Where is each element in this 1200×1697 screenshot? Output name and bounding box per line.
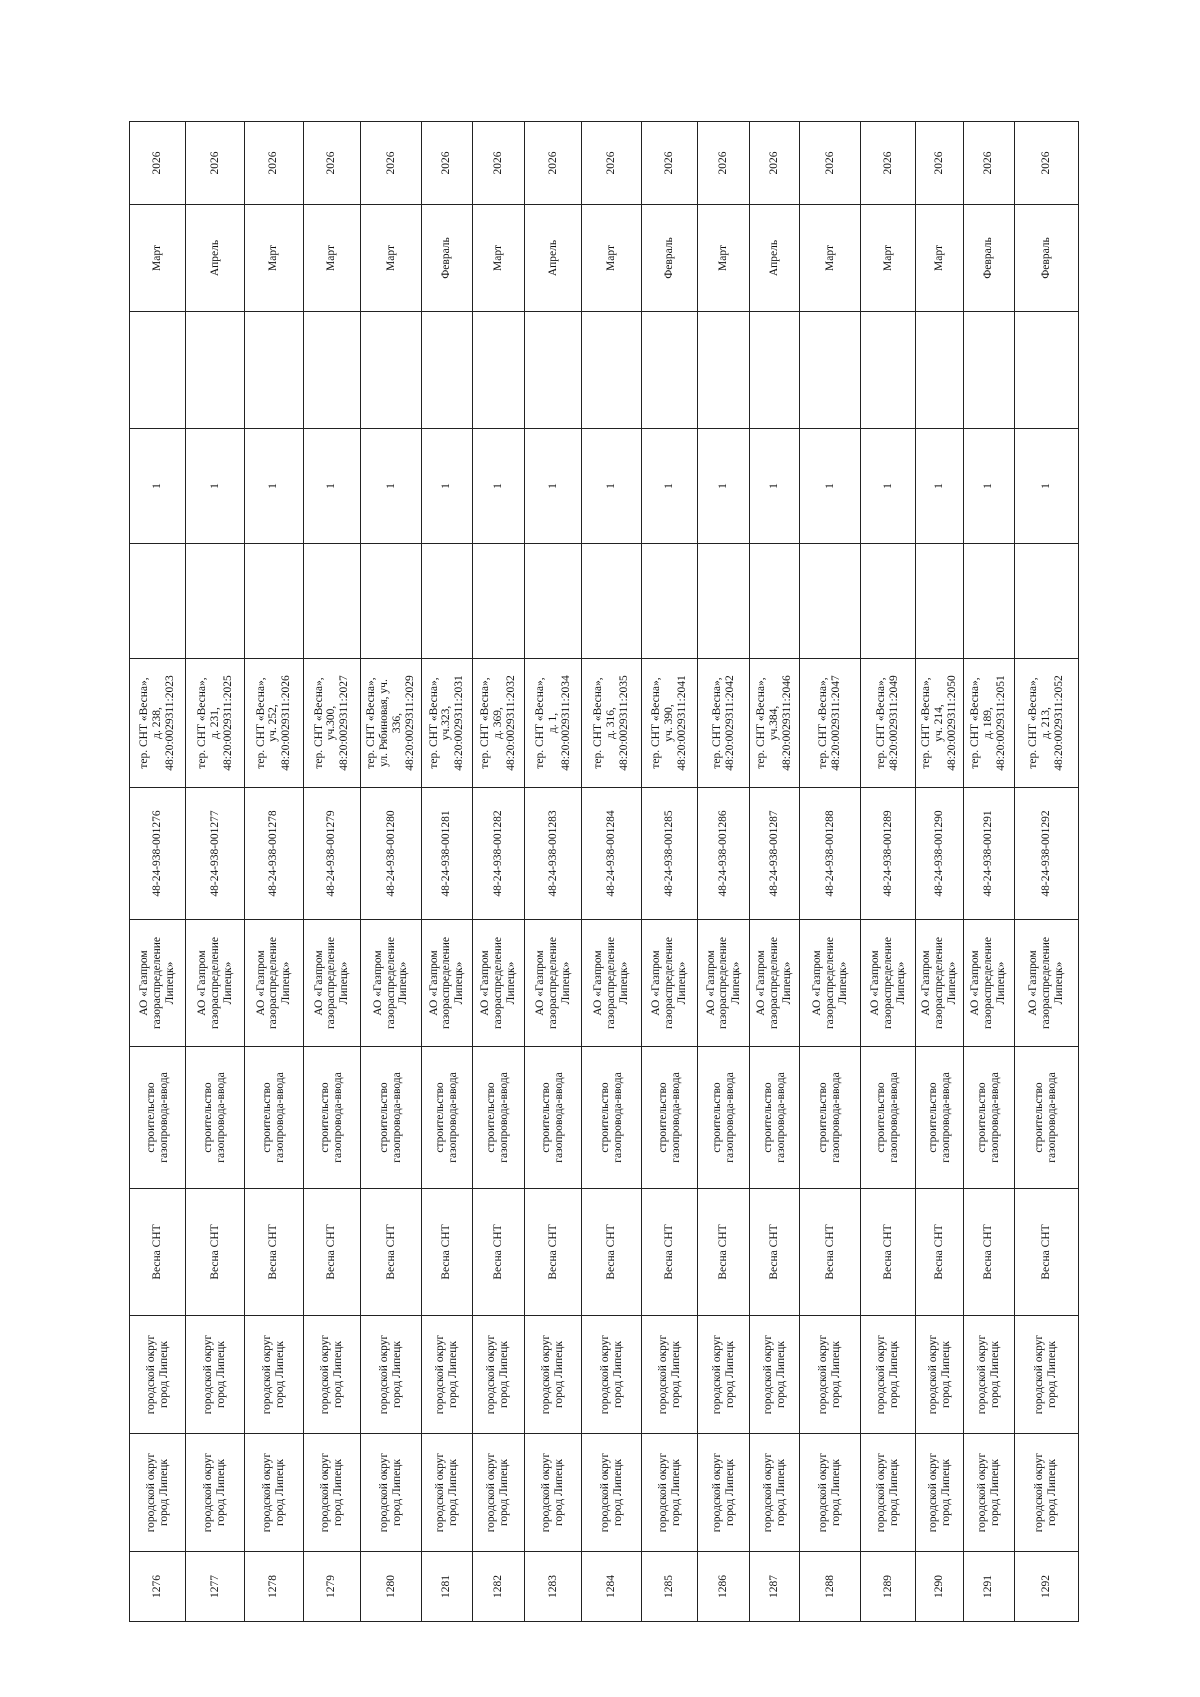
work-type-cell: строительство газопровода-ввода: [582, 1047, 642, 1189]
empty-cell: [303, 312, 361, 429]
table-row: [800, 122, 861, 1622]
organization-cell: АО «Газпром газораспределение Липецк»: [582, 920, 642, 1047]
table-row: [303, 122, 361, 1622]
count-cell: 1: [361, 429, 422, 544]
count-cell: 1: [800, 429, 861, 544]
district-cell: городской округ город Липецк: [186, 1434, 245, 1552]
settlement-cell: городской округ город Липецк: [582, 1316, 642, 1434]
count-cell: 1: [472, 429, 524, 544]
table-row: [698, 122, 750, 1622]
empty-cell: [303, 544, 361, 659]
empty-cell: [642, 312, 698, 429]
row-number: 1283: [524, 1552, 582, 1622]
district-cell: городской округ город Липецк: [582, 1434, 642, 1552]
organization-cell: АО «Газпром газораспределение Липецк»: [245, 920, 304, 1047]
year-cell: 2026: [421, 122, 472, 205]
organization-cell: АО «Газпром газораспределение Липецк»: [1014, 920, 1078, 1047]
year-cell: 2026: [1014, 122, 1078, 205]
year-cell: 2026: [245, 122, 304, 205]
address-cell: тер. СНТ «Весна», д. 1, 48:20:0029311:2034: [524, 659, 582, 788]
locality-cell: Весна СНТ: [916, 1189, 964, 1316]
row-number: 1292: [1014, 1552, 1078, 1622]
row-number: 1287: [750, 1552, 800, 1622]
month-cell: Февраль: [963, 205, 1014, 312]
table-row: [245, 122, 304, 1622]
object-code-cell: 48-24-938-001282: [472, 788, 524, 920]
year-cell: 2026: [472, 122, 524, 205]
object-code-cell: 48-24-938-001278: [245, 788, 304, 920]
object-code-cell: 48-24-938-001288: [800, 788, 861, 920]
settlement-cell: городской округ город Липецк: [421, 1316, 472, 1434]
locality-cell: Весна СНТ: [800, 1189, 861, 1316]
district-cell: городской округ город Липецк: [361, 1434, 422, 1552]
object-code-cell: 48-24-938-001284: [582, 788, 642, 920]
work-type-cell: строительство газопровода-ввода: [1014, 1047, 1078, 1189]
district-cell: городской округ город Липецк: [800, 1434, 861, 1552]
district-cell: городской округ город Липецк: [472, 1434, 524, 1552]
address-cell: тер. СНТ «Весна», д. 369, 48:20:0029311:2032: [472, 659, 524, 788]
locality-cell: Весна СНТ: [524, 1189, 582, 1316]
empty-cell: [916, 544, 964, 659]
row-number: 1286: [698, 1552, 750, 1622]
row-number: 1291: [963, 1552, 1014, 1622]
district-cell: городской округ город Липецк: [642, 1434, 698, 1552]
address-cell: тер. СНТ «Весна», д. 213, 48:20:0029311:2052: [1014, 659, 1078, 788]
count-cell: 1: [582, 429, 642, 544]
empty-cell: [963, 312, 1014, 429]
row-number: 1276: [130, 1552, 186, 1622]
empty-cell: [582, 544, 642, 659]
organization-cell: АО «Газпром газораспределение Липецк»: [472, 920, 524, 1047]
month-cell: Март: [303, 205, 361, 312]
row-number: 1280: [361, 1552, 422, 1622]
year-cell: 2026: [963, 122, 1014, 205]
district-cell: городской округ город Липецк: [963, 1434, 1014, 1552]
work-type-cell: строительство газопровода-ввода: [186, 1047, 245, 1189]
year-cell: 2026: [186, 122, 245, 205]
count-cell: 1: [130, 429, 186, 544]
row-number: 1278: [245, 1552, 304, 1622]
work-type-cell: строительство газопровода-ввода: [472, 1047, 524, 1189]
district-cell: городской округ город Липецк: [303, 1434, 361, 1552]
address-cell: тер. СНТ «Весна», ул. Рябиновая, уч. 336, 48:20:0029311:2029: [361, 659, 422, 788]
year-cell: 2026: [916, 122, 964, 205]
object-code-cell: 48-24-938-001277: [186, 788, 245, 920]
object-code-cell: 48-24-938-001280: [361, 788, 422, 920]
object-code-cell: 48-24-938-001290: [916, 788, 964, 920]
table-row: [361, 122, 422, 1622]
locality-cell: Весна СНТ: [130, 1189, 186, 1316]
organization-cell: АО «Газпром газораспределение Липецк»: [524, 920, 582, 1047]
table-row: [1014, 122, 1078, 1622]
object-code-cell: 48-24-938-001276: [130, 788, 186, 920]
row-number: 1290: [916, 1552, 964, 1622]
empty-cell: [582, 312, 642, 429]
empty-cell: [421, 312, 472, 429]
count-cell: 1: [245, 429, 304, 544]
year-cell: 2026: [303, 122, 361, 205]
address-cell: тер. СНТ «Весна», уч. 214, 48:20:0029311:2050: [916, 659, 964, 788]
year-cell: 2026: [582, 122, 642, 205]
address-cell: тер. СНТ «Весна», 48:20:0029311:2047: [800, 659, 861, 788]
row-number: 1277: [186, 1552, 245, 1622]
count-cell: 1: [963, 429, 1014, 544]
table-row: [130, 122, 186, 1622]
empty-cell: [861, 312, 916, 429]
address-cell: тер. СНТ «Весна», д. 316, 48:20:0029311:2035: [582, 659, 642, 788]
organization-cell: АО «Газпром газораспределение Липецк»: [963, 920, 1014, 1047]
count-cell: 1: [303, 429, 361, 544]
empty-cell: [1014, 544, 1078, 659]
count-cell: 1: [524, 429, 582, 544]
empty-cell: [130, 312, 186, 429]
year-cell: 2026: [524, 122, 582, 205]
empty-cell: [861, 544, 916, 659]
work-type-cell: строительство газопровода-ввода: [245, 1047, 304, 1189]
month-cell: Март: [582, 205, 642, 312]
address-cell: тер. СНТ «Весна», уч.300, 48:20:0029311:2027: [303, 659, 361, 788]
district-cell: городской округ город Липецк: [130, 1434, 186, 1552]
empty-cell: [472, 544, 524, 659]
year-cell: 2026: [130, 122, 186, 205]
settlement-cell: городской округ город Липецк: [642, 1316, 698, 1434]
year-cell: 2026: [750, 122, 800, 205]
settlement-cell: городской округ город Липецк: [916, 1316, 964, 1434]
row-number: 1279: [303, 1552, 361, 1622]
empty-cell: [186, 312, 245, 429]
empty-cell: [524, 544, 582, 659]
address-cell: тер. СНТ «Весна», уч. 390, 48:20:0029311:2041: [642, 659, 698, 788]
empty-cell: [245, 312, 304, 429]
month-cell: Март: [130, 205, 186, 312]
work-type-cell: строительство газопровода-ввода: [361, 1047, 422, 1189]
address-cell: тер. СНТ «Весна», 48:20:0029311:2042: [698, 659, 750, 788]
object-code-cell: 48-24-938-001279: [303, 788, 361, 920]
empty-cell: [186, 544, 245, 659]
settlement-cell: городской округ город Липецк: [472, 1316, 524, 1434]
settlement-cell: городской округ город Липецк: [1014, 1316, 1078, 1434]
year-cell: 2026: [361, 122, 422, 205]
organization-cell: АО «Газпром газораспределение Липецк»: [750, 920, 800, 1047]
count-cell: 1: [421, 429, 472, 544]
month-cell: Март: [361, 205, 422, 312]
empty-cell: [361, 312, 422, 429]
organization-cell: АО «Газпром газораспределение Липецк»: [361, 920, 422, 1047]
settlement-cell: городской округ город Липецк: [130, 1316, 186, 1434]
row-number: 1289: [861, 1552, 916, 1622]
empty-cell: [1014, 312, 1078, 429]
table-row: [916, 122, 964, 1622]
settlement-cell: городской округ город Липецк: [361, 1316, 422, 1434]
empty-cell: [800, 312, 861, 429]
district-cell: городской округ город Липецк: [245, 1434, 304, 1552]
settlement-cell: городской округ город Липецк: [963, 1316, 1014, 1434]
object-code-cell: 48-24-938-001292: [1014, 788, 1078, 920]
work-type-cell: строительство газопровода-ввода: [524, 1047, 582, 1189]
locality-cell: Весна СНТ: [582, 1189, 642, 1316]
settlement-cell: городской округ город Липецк: [750, 1316, 800, 1434]
settlement-cell: городской округ город Липецк: [524, 1316, 582, 1434]
organization-cell: АО «Газпром газораспределение Липецк»: [303, 920, 361, 1047]
work-type-cell: строительство газопровода-ввода: [130, 1047, 186, 1189]
empty-cell: [524, 312, 582, 429]
address-cell: тер. СНТ «Весна», 48:20:0029311:2049: [861, 659, 916, 788]
row-number: 1284: [582, 1552, 642, 1622]
work-type-cell: строительство газопровода-ввода: [642, 1047, 698, 1189]
month-cell: Апрель: [750, 205, 800, 312]
month-cell: Март: [472, 205, 524, 312]
month-cell: Февраль: [421, 205, 472, 312]
settlement-cell: городской округ город Липецк: [186, 1316, 245, 1434]
year-cell: 2026: [698, 122, 750, 205]
settlement-cell: городской округ город Липецк: [245, 1316, 304, 1434]
district-cell: городской округ город Липецк: [524, 1434, 582, 1552]
work-type-cell: строительство газопровода-ввода: [916, 1047, 964, 1189]
locality-cell: Весна СНТ: [303, 1189, 361, 1316]
month-cell: Март: [861, 205, 916, 312]
object-code-cell: 48-24-938-001285: [642, 788, 698, 920]
table-row: [861, 122, 916, 1622]
object-code-cell: 48-24-938-001283: [524, 788, 582, 920]
month-cell: Февраль: [1014, 205, 1078, 312]
count-cell: 1: [642, 429, 698, 544]
row-number: 1285: [642, 1552, 698, 1622]
count-cell: 1: [916, 429, 964, 544]
locality-cell: Весна СНТ: [361, 1189, 422, 1316]
object-code-cell: 48-24-938-001289: [861, 788, 916, 920]
organization-cell: АО «Газпром газораспределение Липецк»: [186, 920, 245, 1047]
work-type-cell: строительство газопровода-ввода: [750, 1047, 800, 1189]
organization-cell: АО «Газпром газораспределение Липецк»: [698, 920, 750, 1047]
empty-cell: [472, 312, 524, 429]
year-cell: 2026: [800, 122, 861, 205]
district-cell: городской округ город Липецк: [916, 1434, 964, 1552]
empty-cell: [245, 544, 304, 659]
empty-cell: [130, 544, 186, 659]
empty-cell: [750, 544, 800, 659]
row-number: 1281: [421, 1552, 472, 1622]
organization-cell: АО «Газпром газораспределение Липецк»: [130, 920, 186, 1047]
address-cell: тер. СНТ «Весна», д. 231, 48:20:0029311:2025: [186, 659, 245, 788]
month-cell: Март: [916, 205, 964, 312]
month-cell: Март: [698, 205, 750, 312]
object-code-cell: 48-24-938-001286: [698, 788, 750, 920]
locality-cell: Весна СНТ: [963, 1189, 1014, 1316]
work-type-cell: строительство газопровода-ввода: [303, 1047, 361, 1189]
settlement-cell: городской округ город Липецк: [800, 1316, 861, 1434]
locality-cell: Весна СНТ: [642, 1189, 698, 1316]
organization-cell: АО «Газпром газораспределение Липецк»: [421, 920, 472, 1047]
table-row: [582, 122, 642, 1622]
organization-cell: АО «Газпром газораспределение Липецк»: [916, 920, 964, 1047]
locality-cell: Весна СНТ: [1014, 1189, 1078, 1316]
organization-cell: АО «Газпром газораспределение Липецк»: [861, 920, 916, 1047]
work-type-cell: строительство газопровода-ввода: [861, 1047, 916, 1189]
object-code-cell: 48-24-938-001287: [750, 788, 800, 920]
empty-cell: [642, 544, 698, 659]
empty-cell: [698, 312, 750, 429]
month-cell: Март: [800, 205, 861, 312]
table-row: [186, 122, 245, 1622]
work-type-cell: строительство газопровода-ввода: [421, 1047, 472, 1189]
count-cell: 1: [186, 429, 245, 544]
table-row: [524, 122, 582, 1622]
month-cell: Февраль: [642, 205, 698, 312]
work-type-cell: строительство газопровода-ввода: [800, 1047, 861, 1189]
month-cell: Апрель: [524, 205, 582, 312]
year-cell: 2026: [861, 122, 916, 205]
district-cell: городской округ город Липецк: [1014, 1434, 1078, 1552]
object-code-cell: 48-24-938-001281: [421, 788, 472, 920]
district-cell: городской округ город Липецк: [750, 1434, 800, 1552]
locality-cell: Весна СНТ: [698, 1189, 750, 1316]
table-row: [642, 122, 698, 1622]
empty-cell: [750, 312, 800, 429]
work-type-cell: строительство газопровода-ввода: [963, 1047, 1014, 1189]
settlement-cell: городской округ город Липецк: [303, 1316, 361, 1434]
empty-cell: [361, 544, 422, 659]
settlement-cell: городской округ город Липецк: [698, 1316, 750, 1434]
locality-cell: Весна СНТ: [472, 1189, 524, 1316]
count-cell: 1: [1014, 429, 1078, 544]
locality-cell: Весна СНТ: [245, 1189, 304, 1316]
organization-cell: АО «Газпром газораспределение Липецк»: [800, 920, 861, 1047]
table-row: [421, 122, 472, 1622]
work-type-cell: строительство газопровода-ввода: [698, 1047, 750, 1189]
count-cell: 1: [750, 429, 800, 544]
rotated-page: [129, 122, 1079, 1622]
address-cell: тер. СНТ «Весна», уч. 252, 48:20:0029311:2026: [245, 659, 304, 788]
locality-cell: Весна СНТ: [421, 1189, 472, 1316]
locality-cell: Весна СНТ: [186, 1189, 245, 1316]
empty-cell: [963, 544, 1014, 659]
address-cell: тер. СНТ «Весна», уч.384, 48:20:0029311:2046: [750, 659, 800, 788]
locality-cell: Весна СНТ: [861, 1189, 916, 1316]
table-body: [130, 122, 1079, 1622]
row-number: 1288: [800, 1552, 861, 1622]
district-cell: городской округ город Липецк: [861, 1434, 916, 1552]
gas-connection-table: [129, 121, 1079, 1622]
address-cell: тер. СНТ «Весна», д. 238, 48:20:0029311:2023: [130, 659, 186, 788]
month-cell: Апрель: [186, 205, 245, 312]
empty-cell: [800, 544, 861, 659]
table-row: [963, 122, 1014, 1622]
object-code-cell: 48-24-938-001291: [963, 788, 1014, 920]
district-cell: городской округ город Липецк: [421, 1434, 472, 1552]
organization-cell: АО «Газпром газораспределение Липецк»: [642, 920, 698, 1047]
count-cell: 1: [861, 429, 916, 544]
empty-cell: [916, 312, 964, 429]
settlement-cell: городской округ город Липецк: [861, 1316, 916, 1434]
count-cell: 1: [698, 429, 750, 544]
address-cell: тер. СНТ «Весна», уч.323, 48:20:0029311:2031: [421, 659, 472, 788]
month-cell: Март: [245, 205, 304, 312]
empty-cell: [698, 544, 750, 659]
table-row: [750, 122, 800, 1622]
locality-cell: Весна СНТ: [750, 1189, 800, 1316]
row-number: 1282: [472, 1552, 524, 1622]
address-cell: тер. СНТ «Весна», д. 189, 48:20:0029311:2051: [963, 659, 1014, 788]
year-cell: 2026: [642, 122, 698, 205]
empty-cell: [421, 544, 472, 659]
table-row: [472, 122, 524, 1622]
district-cell: городской округ город Липецк: [698, 1434, 750, 1552]
